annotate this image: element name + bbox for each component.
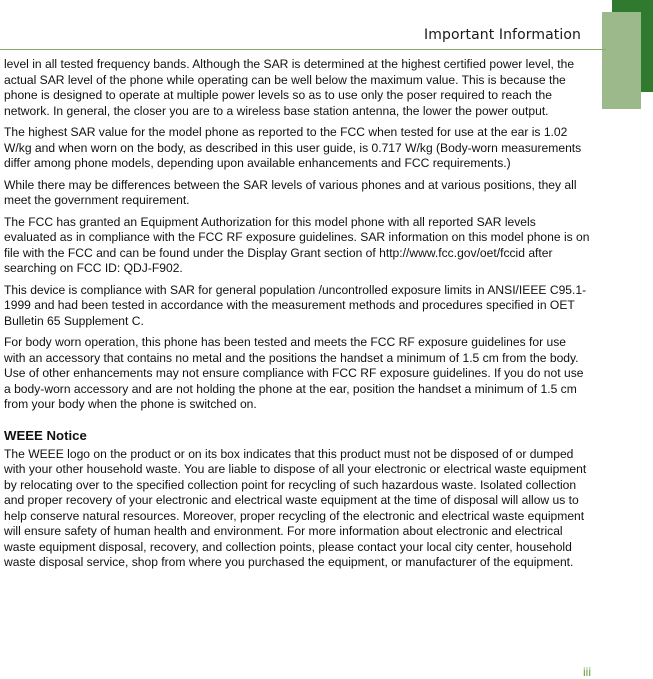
paragraph-differences: While there may be differences between the SAR levels of various phones and at various positions, they all meet the government requirement. [4, 177, 577, 207]
page-header-title: Important Information [424, 27, 581, 43]
document-body [4, 57, 590, 577]
paragraph-weee: The WEEE logo on the product or on its box indicates that this product must not be disposed of or dumped with your other household waste. You are liable to dispose of all your electronic or electrical waste equipment by relocating over to the specified collection point for recycling of such hazardous waste. Isolated collection and proper recovery of your electronic and electrical waste equipment at the time of disposal will allow us to help conserve natural resources. Moreover, proper recycling of the electronic and electrical waste equipment will ensure safety of human health and environment. For more information about electronic and electrical waste equipment disposal, recovery, and collection points, please contact your local city center, household waste disposal service, shop from where you purchased the equipment, or manufacturer of the equipment. [4, 446, 587, 569]
paragraph-ansi-compliance: This device is compliance with SAR for general population /uncontrolled exposure limits in ANSI/IEEE C95.1-1999 and had been tested in accordance with the measurement methods and procedures specified in OET Bulletin 65 Supplement C. [4, 282, 587, 328]
header-divider [0, 49, 606, 50]
paragraph-body-worn: For body worn operation, this phone has been tested and meets the FCC RF exposure guidelines for use with an accessory that contains no metal and the positions the handset a minimum of 1.5 cm from the body. Use of other enhancements may not ensure compliance with FCC RF exposure guidelines. If you do not use a body-worn accessory and are not holding the phone at the ear, position the handset a minimum of 1.5 cm from your body when the phone is switched on. [4, 335, 584, 411]
paragraph-sar-levels: level in all tested frequency bands. Although the SAR is determined at the highest certified power level, the actual SAR level of the phone while operating can be well below the maximum value. This is because the phone is designed to operate at multiple power levels so as to use only the poser required to reach the network. In general, the closer you are to a wireless base station antenna, the lower the power output. [4, 57, 575, 118]
paragraph-fcc-authorization: The FCC has granted an Equipment Authorization for this model phone with all reported SAR levels evaluated as in compliance with the FCC RF exposure guidelines. SAR information on this model phone is on file with the FCC and can be found under the Display Grant section of http://www.fcc.gov/oet/fccid after searching on FCC ID: QDJ-F902. [4, 214, 590, 275]
section-tab-light [602, 12, 641, 109]
paragraph-highest-sar: The highest SAR value for the model phone as reported to the FCC when tested for use at the ear is 1.02 W/kg and when worn on the body, as described in this user guide, is 0.717 W/kg (Body-worn measurements differ among phone models, depending upon available enhancements and FCC requirements.) [4, 125, 582, 170]
weee-heading: WEEE Notice [4, 427, 87, 443]
page-number: iii [583, 665, 591, 679]
